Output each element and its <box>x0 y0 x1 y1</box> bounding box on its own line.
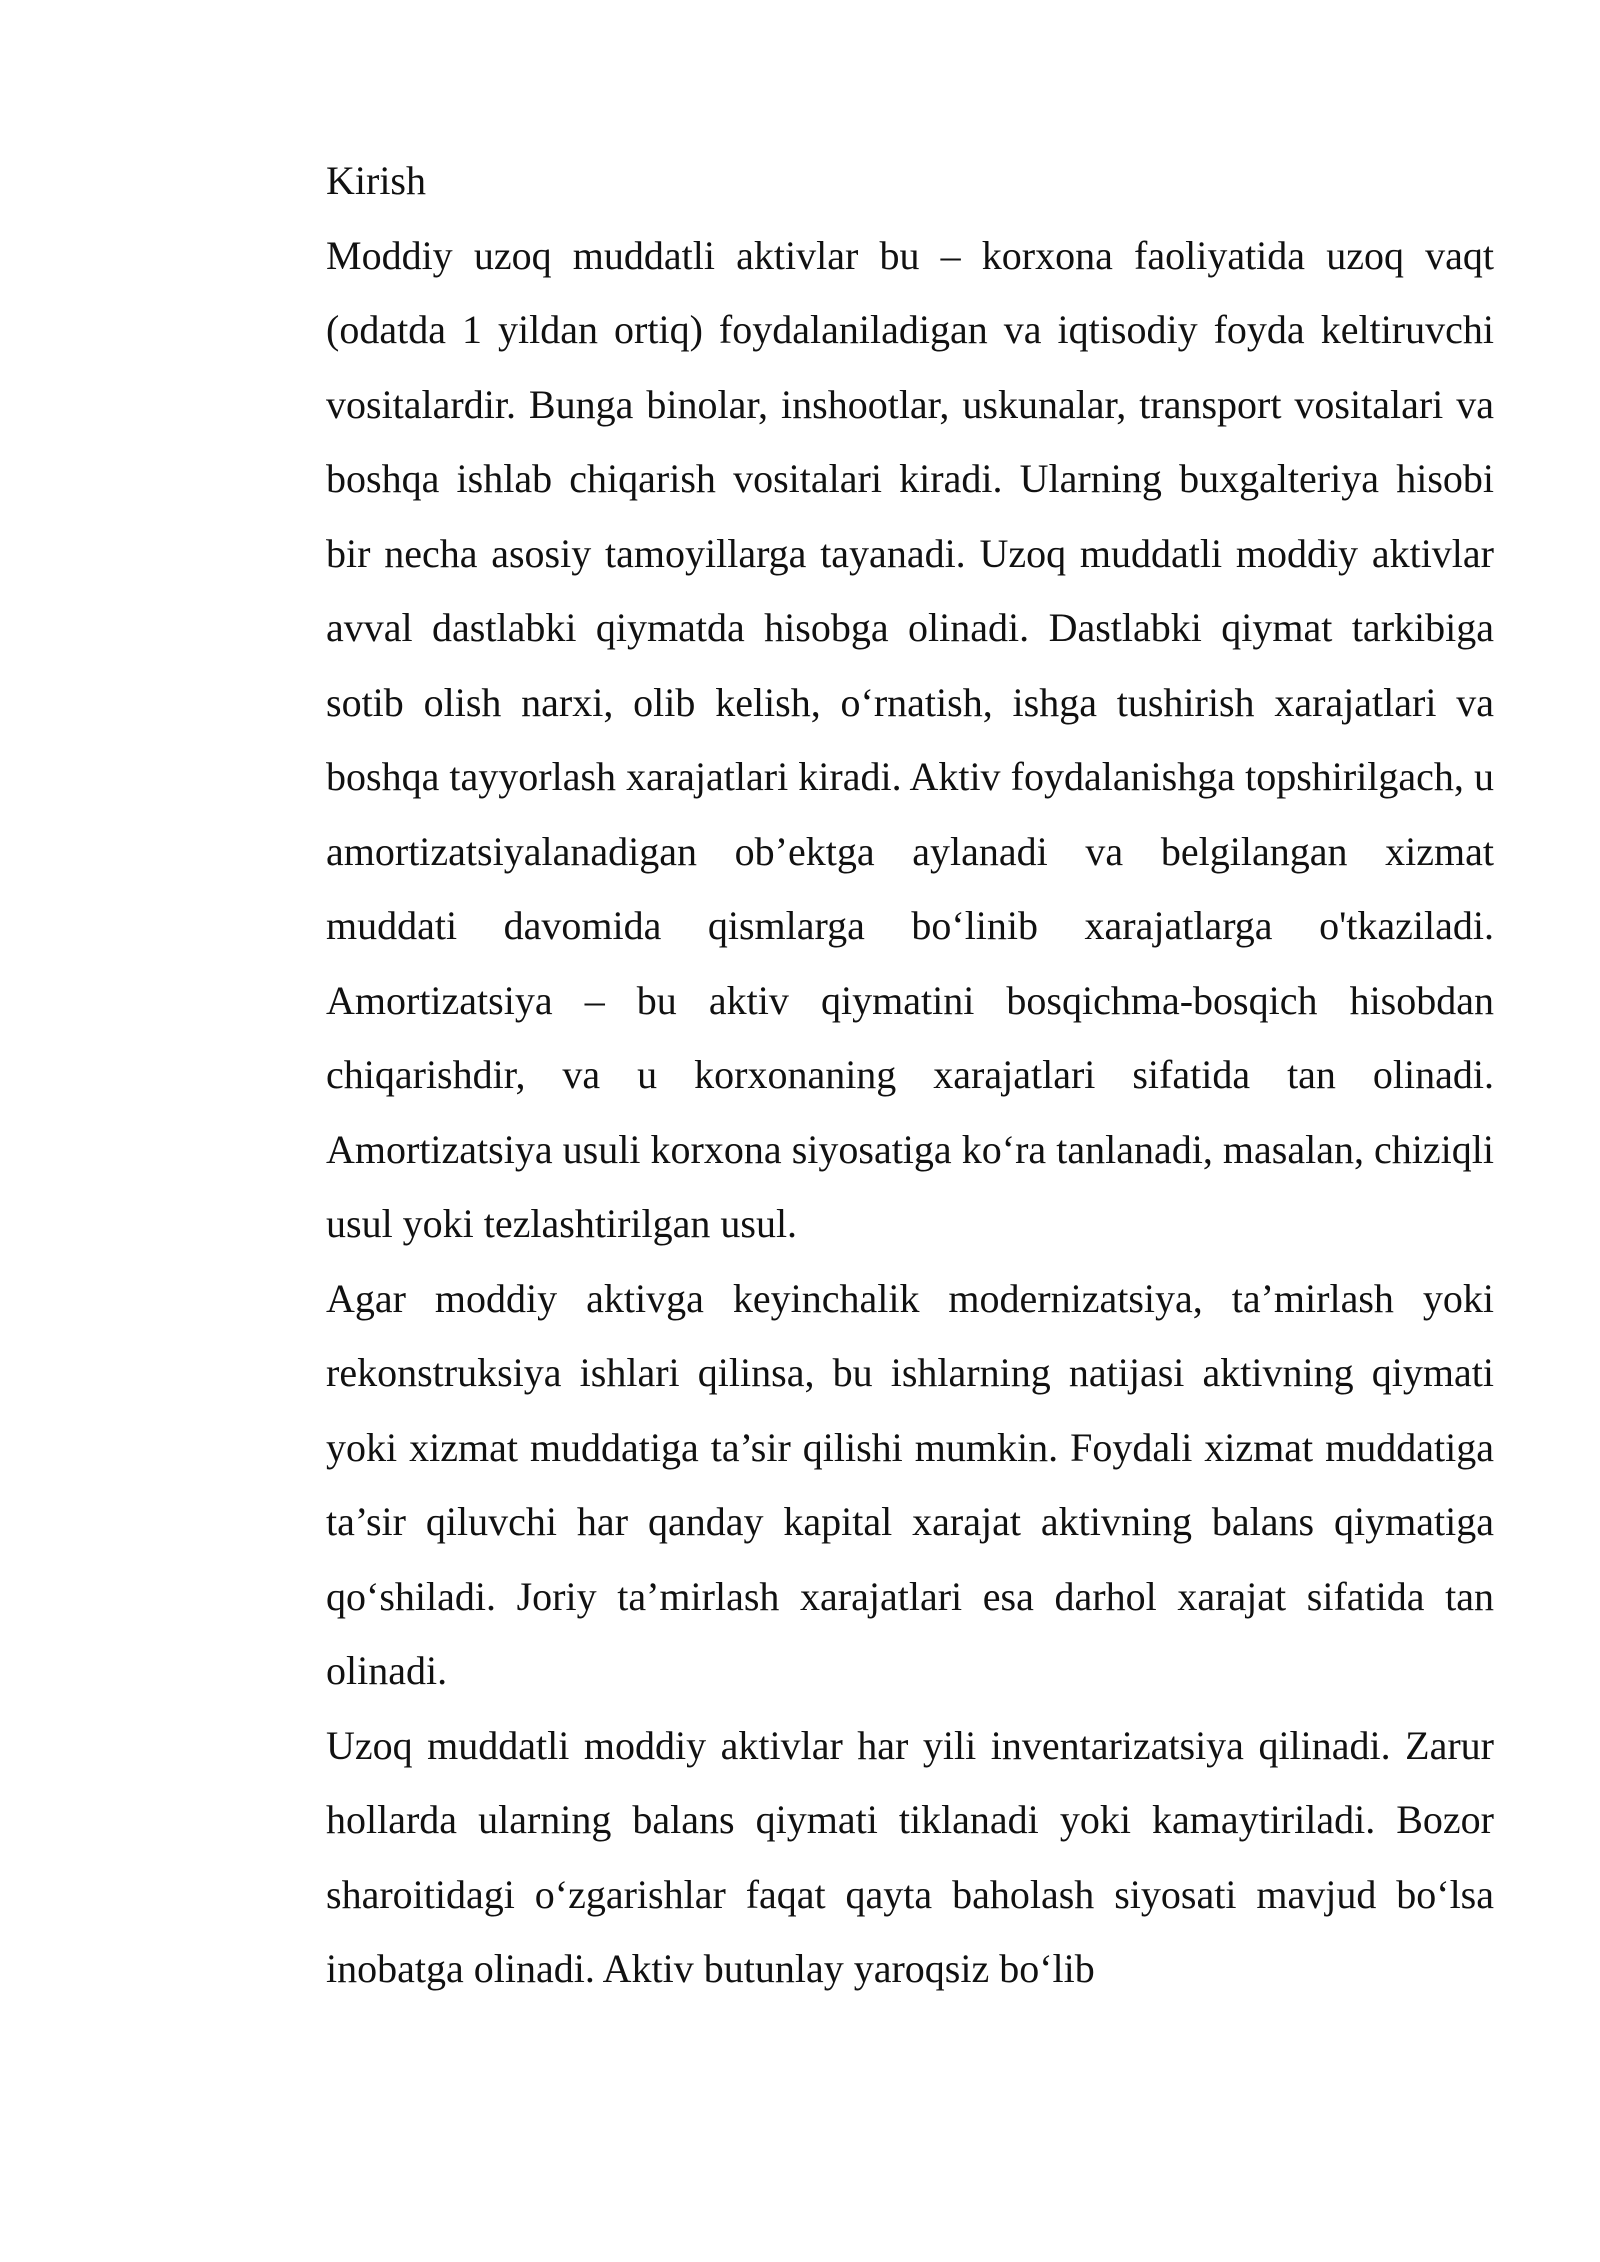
document-body <box>326 144 1494 2007</box>
paragraph-3: Uzoq muddatli moddiy aktivlar har yili inventarizatsiya qilinadi. Zarur hollarda ularning balans qiymati tiklanadi yoki kamaytiriladi. Bozor sharoitidagi o‘zgarishlar faqat qayta baholash siyosati mavjud bo‘lsa inobatga olinadi. Aktiv butunlay yaroqsiz bo‘lib <box>326 1722 1494 1991</box>
section-heading: Kirish <box>326 158 426 203</box>
paragraph-1: Moddiy uzoq muddatli aktivlar bu – korxona faoliyatida uzoq vaqt (odatda 1 yildan ortiq) foydalaniladigan va iqtisodiy foyda keltiruvchi vositalardir. Bunga binolar, inshootlar, uskunalar, transport vositalari va boshqa ishlab chiqarish vositalari kiradi. Ularning buxgalteriya hisobi bir necha asosiy tamoyillarga tayanadi. Uzoq muddatli moddiy aktivlar avval dastlabki qiymatda hisobga olinadi. Dastlabki qiymat tarkibiga sotib olish narxi, olib kelish, o‘rnatish, ishga tushirish xarajatlari va boshqa tayyorlash xarajatlari kiradi. Aktiv foydalanishga topshirilgach, u amortizatsiyalanadigan ob’ektga aylanadi va belgilangan xizmat muddati davomida qismlarga bo‘linib xarajatlarga o'tkaziladi. Amortizatsiya – bu aktiv qiymatini bosqichma-bosqich hisobdan chiqarishdir, va u korxonaning xarajatlari sifatida tan olinadi. Amortizatsiya usuli korxona siyosatiga ko‘ra tanlanadi, masalan, chiziqli usul yoki tezlashtirilgan usul. <box>326 232 1494 1246</box>
paragraph-2: Agar moddiy aktivga keyinchalik modernizatsiya, ta’mirlash yoki rekonstruksiya ishlari qilinsa, bu ishlarning natijasi aktivning qiymati yoki xizmat muddatiga ta’sir qilishi mumkin. Foydali xizmat muddatiga ta’sir qiluvchi har qanday kapital xarajat aktivning balans qiymatiga qo‘shiladi. Joriy ta’mirlash xarajatlari esa darhol xarajat sifatida tan olinadi. <box>326 1275 1494 1693</box>
